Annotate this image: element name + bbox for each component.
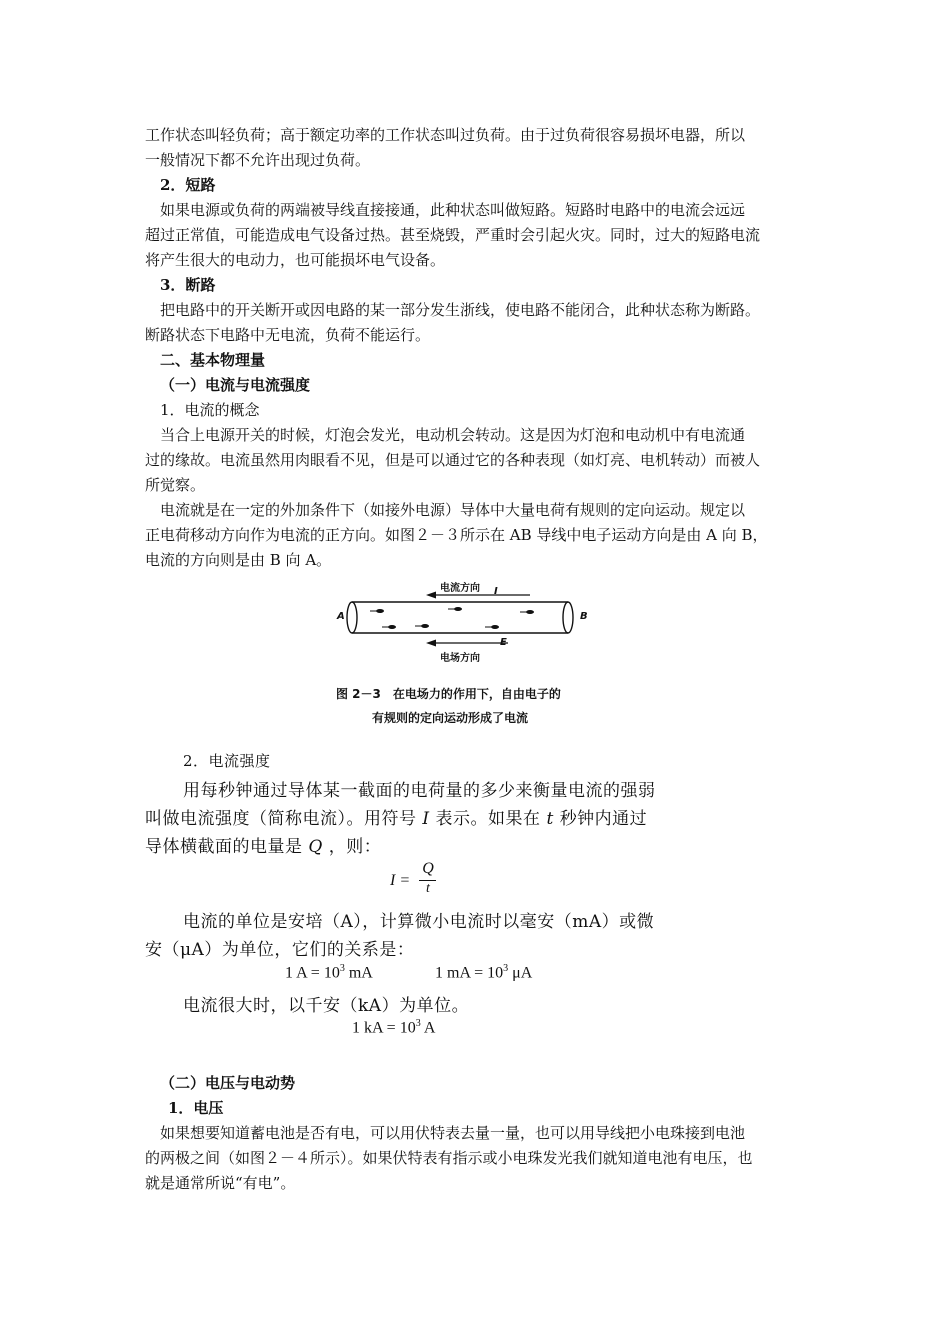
heading-short-circuit: 2．短路	[160, 176, 216, 194]
text-run: 秒钟内通过	[559, 809, 648, 829]
text-run: 导体横截面的电量是	[145, 837, 303, 857]
electron	[388, 625, 396, 629]
heading-current-concept: 1．电流的概念	[160, 401, 260, 419]
paragraph-line: 断路状态下电路中无电流，负荷不能运行。	[145, 326, 431, 344]
text-run: A	[420, 1019, 436, 1037]
heading-section-2: 二、基本物理量	[160, 351, 266, 369]
field-direction-label: 电场方向	[440, 653, 480, 664]
electrons	[370, 607, 534, 629]
relation-ka-a	[352, 1018, 435, 1037]
exponent: 3	[415, 1018, 421, 1029]
paragraph-line: 电流的方向则是由 B 向 A。	[145, 551, 332, 569]
exponent: 3	[339, 963, 345, 974]
current-symbol: I	[494, 586, 498, 597]
heading-current-strength: 2．电流强度	[183, 752, 271, 770]
relation-ma-ua	[435, 963, 532, 982]
current-direction-label: 电流方向	[440, 583, 480, 594]
electron	[454, 607, 462, 611]
relation-a-ma	[285, 963, 373, 982]
paragraph-line: 电流很大时，以千安（kA）为单位。	[183, 996, 470, 1016]
paragraph-line	[145, 804, 647, 829]
field-symbol: E	[500, 637, 507, 648]
electron	[376, 609, 384, 613]
figure-caption-line: 图 2－3 在电场力的作用下，自由电子的	[336, 687, 561, 701]
heading-voltage: 1．电压	[168, 1099, 224, 1117]
formula-numerator: Q	[422, 860, 434, 877]
paragraph-line: 当合上电源开关的时候，灯泡会发光，电动机会转动。这是因为灯泡和电动机中有电流通	[160, 426, 746, 444]
current-arrowhead	[426, 592, 436, 599]
text-run: 叫做电流强度（简称电流）。用符号	[145, 809, 417, 829]
symbol-t: t	[546, 809, 554, 829]
paragraph-line: 安（μA）为单位，它们的关系是：	[145, 940, 415, 960]
paragraph-line: 把电路中的开关断开或因电路的某一部分发生浙线，使电路不能闭合，此种状态称为断路。	[160, 301, 761, 319]
heading-open-circuit: 3．断路	[160, 276, 216, 294]
symbol-I: I	[422, 809, 430, 829]
electron	[526, 610, 534, 614]
text-run: 表示。如果在	[435, 809, 541, 829]
paragraph-line: 电流就是在一定的外加条件下（如接外电源）导体中大量电荷有规则的定向运动。规定以	[160, 501, 746, 519]
end-label-a: A	[337, 611, 345, 622]
field-arrowhead	[426, 640, 436, 647]
paragraph-line: 过的缘故。电流虽然用肉眼看不见，但是可以通过它的各种表现（如灯亮、电机转动）而被人	[145, 451, 761, 469]
text-run: 1 A = 10	[285, 964, 340, 982]
paragraph-line: 将产生很大的电动力，也可能损坏电气设备。	[145, 251, 446, 269]
paragraph-line: 所觉察。	[145, 476, 206, 494]
text-run: μA	[508, 964, 533, 982]
formula-lhs: I =	[390, 872, 411, 889]
text-run: mA	[344, 964, 373, 982]
paragraph-line: 工作状态叫轻负荷；高于额定功率的工作状态叫过负荷。由于过负荷很容易损坏电器，所以	[145, 126, 746, 144]
paragraph-line: 电流的单位是安培（A），计算微小电流时以毫安（mA）或微	[183, 912, 655, 932]
wire-end-b	[563, 602, 573, 633]
symbol-Q: Q	[308, 837, 323, 857]
figure-caption-line: 有规则的定向运动形成了电流	[372, 711, 529, 725]
electron	[491, 625, 499, 629]
paragraph-line: 就是通常所说“有电”。	[145, 1174, 296, 1192]
paragraph-line: 如果电源或负荷的两端被导线直接接通，此种状态叫做短路。短路时电路中的电流会远远	[160, 201, 746, 219]
heading-subsection-2: （二）电压与电动势	[160, 1074, 296, 1092]
paragraph-line: 用每秒钟通过导体某一截面的电荷量的多少来衡量电流的强弱	[183, 781, 656, 801]
paragraph-line: 如果想要知道蓄电池是否有电，可以用伏特表去量一量，也可以用导线把小电珠接到电池	[160, 1124, 746, 1142]
text-run: ，则：	[328, 837, 382, 857]
end-label-b: B	[580, 611, 588, 622]
text-run: 1 kA = 10	[352, 1019, 416, 1037]
paragraph-line: 超过正常值，可能造成电气设备过热。甚至烧毁，严重时会引起火灾。同时，过大的短路电流	[145, 226, 761, 244]
electron	[421, 624, 429, 628]
paragraph-line: 的两极之间（如图２－４所示）。如果伏特表有指示或小电珠发光我们就知道电池有电压，也	[145, 1149, 753, 1167]
paragraph-line	[145, 832, 381, 857]
exponent: 3	[503, 963, 509, 974]
heading-subsection-1: （一）电流与电流强度	[160, 376, 311, 394]
formula-denominator: t	[426, 881, 430, 896]
text-run: 1 mA = 10	[435, 964, 504, 982]
paragraph-line: 正电荷移动方向作为电流的正方向。如图２－３所示在 AB 导线中电子运动方向是由 A 向 B，	[145, 526, 768, 544]
wire-end-a	[347, 602, 357, 633]
paragraph-line: 一般情况下都不允许出现过负荷。	[145, 151, 371, 169]
